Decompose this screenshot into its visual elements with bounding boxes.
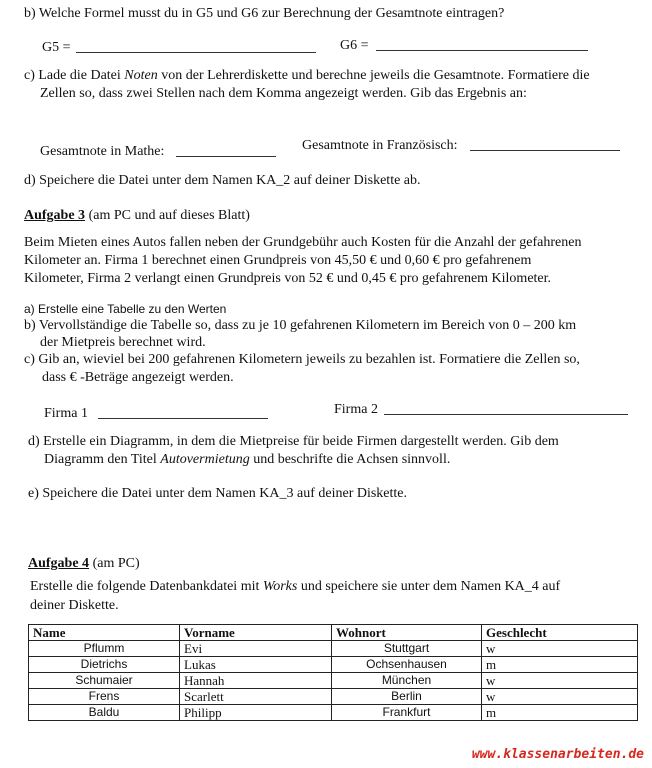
aufgabe3-c-line2: dass € -Beträge angezeigt werden. — [42, 370, 234, 385]
aufgabe3-b-line1: b) Vervollständige die Tabelle so, dass zu je 10 gefahrenen Kilometern im Bereich von 0 – 200 km — [24, 318, 577, 333]
header-geschlecht: Geschlecht — [482, 625, 638, 641]
aufgabe3-c-line1: c) Gib an, wieviel bei 200 gefahrenen Kilometern jeweils zu bezahlen ist. Formatiere die Zellen so, — [24, 352, 580, 367]
header-name: Name — [29, 625, 180, 641]
table-row — [29, 657, 638, 673]
file-name-noten: Noten — [124, 68, 158, 83]
diagram-title-autovermietung: Autovermietung — [160, 452, 250, 467]
program-works: Works — [262, 579, 298, 594]
cell-geschlecht: m — [482, 657, 638, 673]
cell-geschlecht: w — [482, 673, 638, 689]
table-row — [29, 689, 638, 705]
firma2-answer-line — [384, 414, 628, 415]
g6-label: G6 = — [340, 38, 369, 53]
table-row — [29, 641, 638, 657]
table-row — [29, 705, 638, 721]
cell-wohnort: Berlin — [332, 689, 482, 705]
g5-label: G5 = — [42, 40, 71, 55]
franz-answer-line — [470, 150, 620, 151]
aufgabe3-heading: Aufgabe 3 (am PC und auf dieses Blatt) — [24, 208, 250, 223]
cell-name: Dietrichs — [29, 657, 180, 673]
mathe-answer-line — [176, 156, 276, 157]
cell-geschlecht: m — [482, 705, 638, 721]
mathe-label: Gesamtnote in Mathe: — [40, 144, 165, 159]
aufgabe3-e: e) Speichere die Datei unter dem Namen KA_3 auf deiner Diskette. — [28, 486, 408, 501]
cell-name: Frens — [29, 689, 180, 705]
cell-wohnort: Ochsenhausen — [332, 657, 482, 673]
aufgabe3-a: a) Erstelle eine Tabelle zu den Werten — [24, 302, 227, 316]
footer-url[interactable]: www.klassenarbeiten.de — [471, 747, 644, 762]
question-d: d) Speichere die Datei unter dem Namen KA_2 auf deiner Diskette ab. — [24, 173, 421, 188]
aufgabe4-text-line1: Erstelle die folgende Datenbankdatei mit Works und speichere sie unter dem Namen KA_4 auf — [30, 579, 561, 594]
aufgabe3-d-line1: d) Erstelle ein Diagramm, in dem die Mietpreise für beide Firmen dargestellt werden. Gib dem — [28, 434, 559, 449]
header-wohnort: Wohnort — [332, 625, 482, 641]
firma2-label: Firma 2 — [334, 402, 378, 417]
question-c-line1: c) Lade die Datei Noten von der Lehrerdiskette und berechne jeweils die Gesamtnote. Formatiere die — [24, 68, 590, 83]
g6-answer-line — [376, 50, 588, 51]
aufgabe4-text-line2: deiner Diskette. — [30, 598, 119, 613]
question-c-line2: Zellen so, dass zwei Stellen nach dem Komma angezeigt werden. Gib das Ergebnis an: — [40, 86, 527, 101]
cell-vorname: Philipp — [180, 705, 332, 721]
cell-wohnort: München — [332, 673, 482, 689]
firma1-answer-line — [98, 418, 268, 419]
question-b: b) Welche Formel musst du in G5 und G6 zur Berechnung der Gesamtnote eintragen? — [24, 6, 505, 21]
cell-vorname: Hannah — [180, 673, 332, 689]
aufgabe3-b-line2: der Mietpreis berechnet wird. — [40, 335, 206, 350]
header-vorname: Vorname — [180, 625, 332, 641]
table-header-row — [29, 625, 638, 641]
firma1-label: Firma 1 — [44, 406, 88, 421]
database-table — [28, 624, 638, 721]
cell-wohnort: Frankfurt — [332, 705, 482, 721]
aufgabe3-text-line3: Kilometer, Firma 2 verlangt einen Grundpreis von 52 € und 0,45 € pro gefahrenem Kilometer. — [24, 271, 552, 286]
cell-name: Schumaier — [29, 673, 180, 689]
aufgabe3-text-line2: Kilometer an. Firma 1 berechnet einen Grundpreis von 45,50 € und 0,60 € pro gefahrenem — [24, 253, 532, 268]
cell-wohnort: Stuttgart — [332, 641, 482, 657]
aufgabe3-text-line1: Beim Mieten eines Autos fallen neben der Grundgebühr auch Kosten für die Anzahl der gefahrenen — [24, 235, 582, 250]
cell-name: Pflumm — [29, 641, 180, 657]
cell-name: Baldu — [29, 705, 180, 721]
g5-answer-line — [76, 52, 316, 53]
franz-label: Gesamtnote in Französisch: — [302, 138, 458, 153]
cell-vorname: Lukas — [180, 657, 332, 673]
cell-geschlecht: w — [482, 641, 638, 657]
aufgabe3-d-line2: Diagramm den Titel Autovermietung und beschrifte die Achsen sinnvoll. — [44, 452, 451, 467]
cell-vorname: Evi — [180, 641, 332, 657]
cell-vorname: Scarlett — [180, 689, 332, 705]
table-row — [29, 673, 638, 689]
cell-geschlecht: w — [482, 689, 638, 705]
aufgabe4-heading: Aufgabe 4 (am PC) — [28, 556, 140, 571]
